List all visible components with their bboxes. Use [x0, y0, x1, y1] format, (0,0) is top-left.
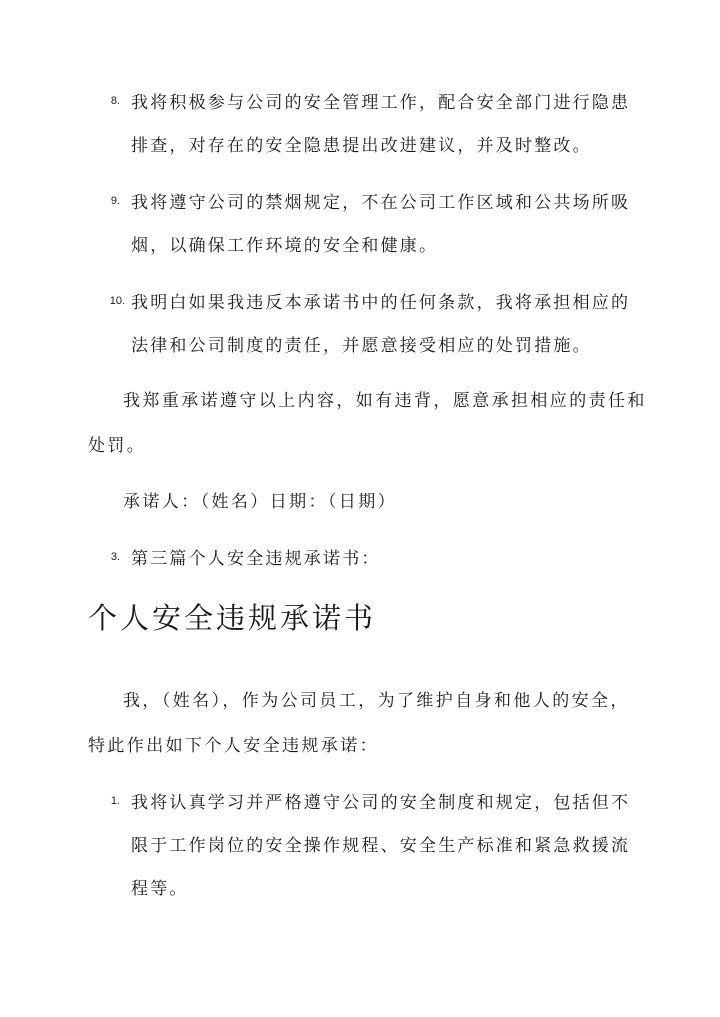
- list-item-line: 排查，对存在的安全隐患提出改进建议，并及时整改。: [131, 136, 592, 156]
- list-item-line: 限于工作岗位的安全操作规程、安全生产标准和紧急救援流: [131, 836, 631, 856]
- list-item-line: 我将认真学习并严格遵守公司的安全制度和规定，包括但不: [131, 793, 631, 813]
- list-number: 1.: [110, 795, 120, 807]
- list-number: 8.: [110, 95, 120, 107]
- list-item-line: 我将遵守公司的禁烟规定，不在公司工作区域和公共场所吸: [131, 193, 631, 213]
- section-title: 第三篇个人安全违规承诺书：: [131, 549, 381, 569]
- intro-line: 我，（姓名），作为公司员工，为了维护自身和他人的安全，: [123, 691, 630, 711]
- list-item-line: 程等。: [131, 879, 189, 899]
- pledge-line: 我郑重承诺遵守以上内容，如有违背，愿意承担相应的责任和: [123, 391, 647, 411]
- list-item-line: 烟，以确保工作环境的安全和健康。: [131, 236, 439, 256]
- section-number: 3.: [110, 551, 120, 563]
- list-item-line: 我将积极参与公司的安全管理工作，配合安全部门进行隐患: [131, 93, 631, 113]
- list-number: 10.: [109, 295, 125, 307]
- pledge-line: 处罚。: [88, 436, 147, 456]
- list-number: 9.: [110, 195, 120, 207]
- intro-line: 特此作出如下个人安全违规承诺：: [88, 736, 379, 756]
- list-item-line: 法律和公司制度的责任，并愿意接受相应的处罚措施。: [131, 336, 592, 356]
- list-item-line: 我明白如果我违反本承诺书中的任何条款，我将承担相应的: [131, 293, 631, 313]
- document-heading: 个人安全违规承诺书: [88, 601, 377, 635]
- signature-line: 承诺人：（姓名）日期：（日期）: [123, 492, 397, 512]
